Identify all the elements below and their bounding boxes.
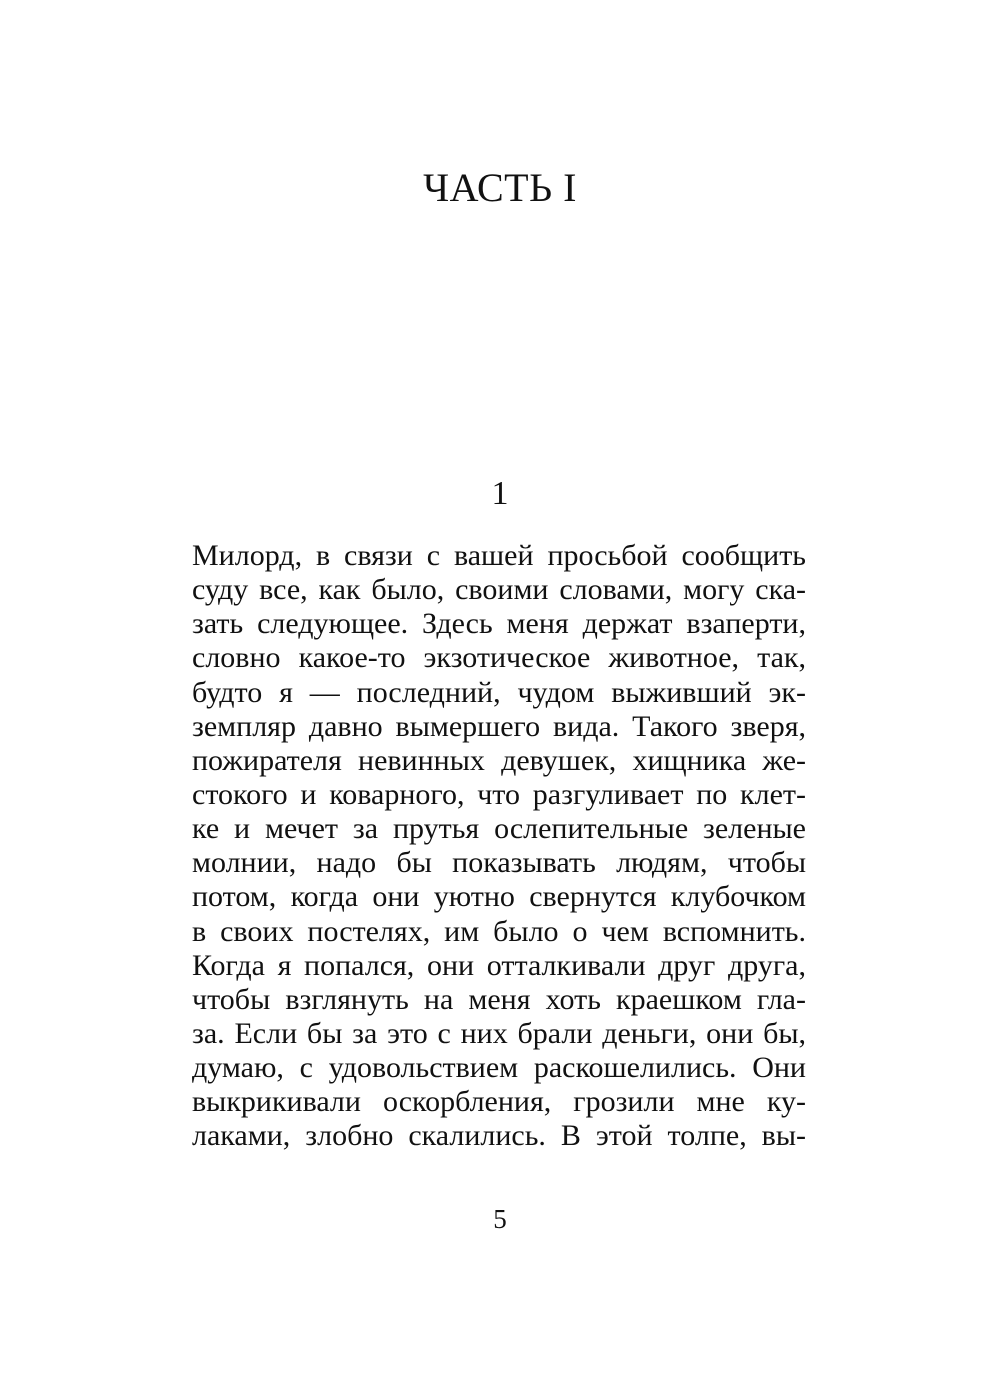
text-line: чтобы взглянуть на меня хоть краешком гла- xyxy=(192,982,806,1016)
chapter-number: 1 xyxy=(491,475,509,512)
text-line: земпляр давно вымершего вида. Такого зверя, xyxy=(192,709,806,743)
text-line: лаками, злобно скалились. В этой толпе, вы- xyxy=(192,1119,806,1153)
text-line: потом, когда они уютно свернутся клубочком xyxy=(192,880,806,914)
text-line: думаю, с удовольствием раскошелились. Они xyxy=(192,1051,806,1085)
text-line: зать следующее. Здесь меня держат взаперти, xyxy=(192,607,806,641)
text-line: Милорд, в связи с вашей просьбой сообщить xyxy=(192,539,806,572)
part-title: ЧАСТЬ I xyxy=(423,165,577,210)
text-line: стокого и коварного, что разгуливает по клет- xyxy=(192,777,806,811)
text-line: выкрикивали оскорбления, грозили мне ку- xyxy=(192,1085,806,1119)
text-line: Когда я попался, они отталкивали друг друга, xyxy=(192,948,806,982)
text-line: суду все, как было, своими словами, могу ска- xyxy=(192,573,806,607)
text-line: будто я — последний, чудом выживший эк- xyxy=(192,675,806,709)
text-line: словно какое-то экзотическое животное, так, xyxy=(192,641,806,675)
page-number: 5 xyxy=(493,1204,507,1234)
text-line: пожирателя невинных девушек, хищника же- xyxy=(192,743,806,777)
text-line: молнии, надо бы показывать людям, чтобы xyxy=(192,846,806,880)
body-text xyxy=(192,539,806,1154)
text-line: в своих постелях, им было о чем вспомнить. xyxy=(192,914,806,948)
text-line: за. Если бы за это с них брали деньги, они бы, xyxy=(192,1016,806,1050)
text-line: ке и мечет за прутья ослепительные зеленые xyxy=(192,812,806,846)
